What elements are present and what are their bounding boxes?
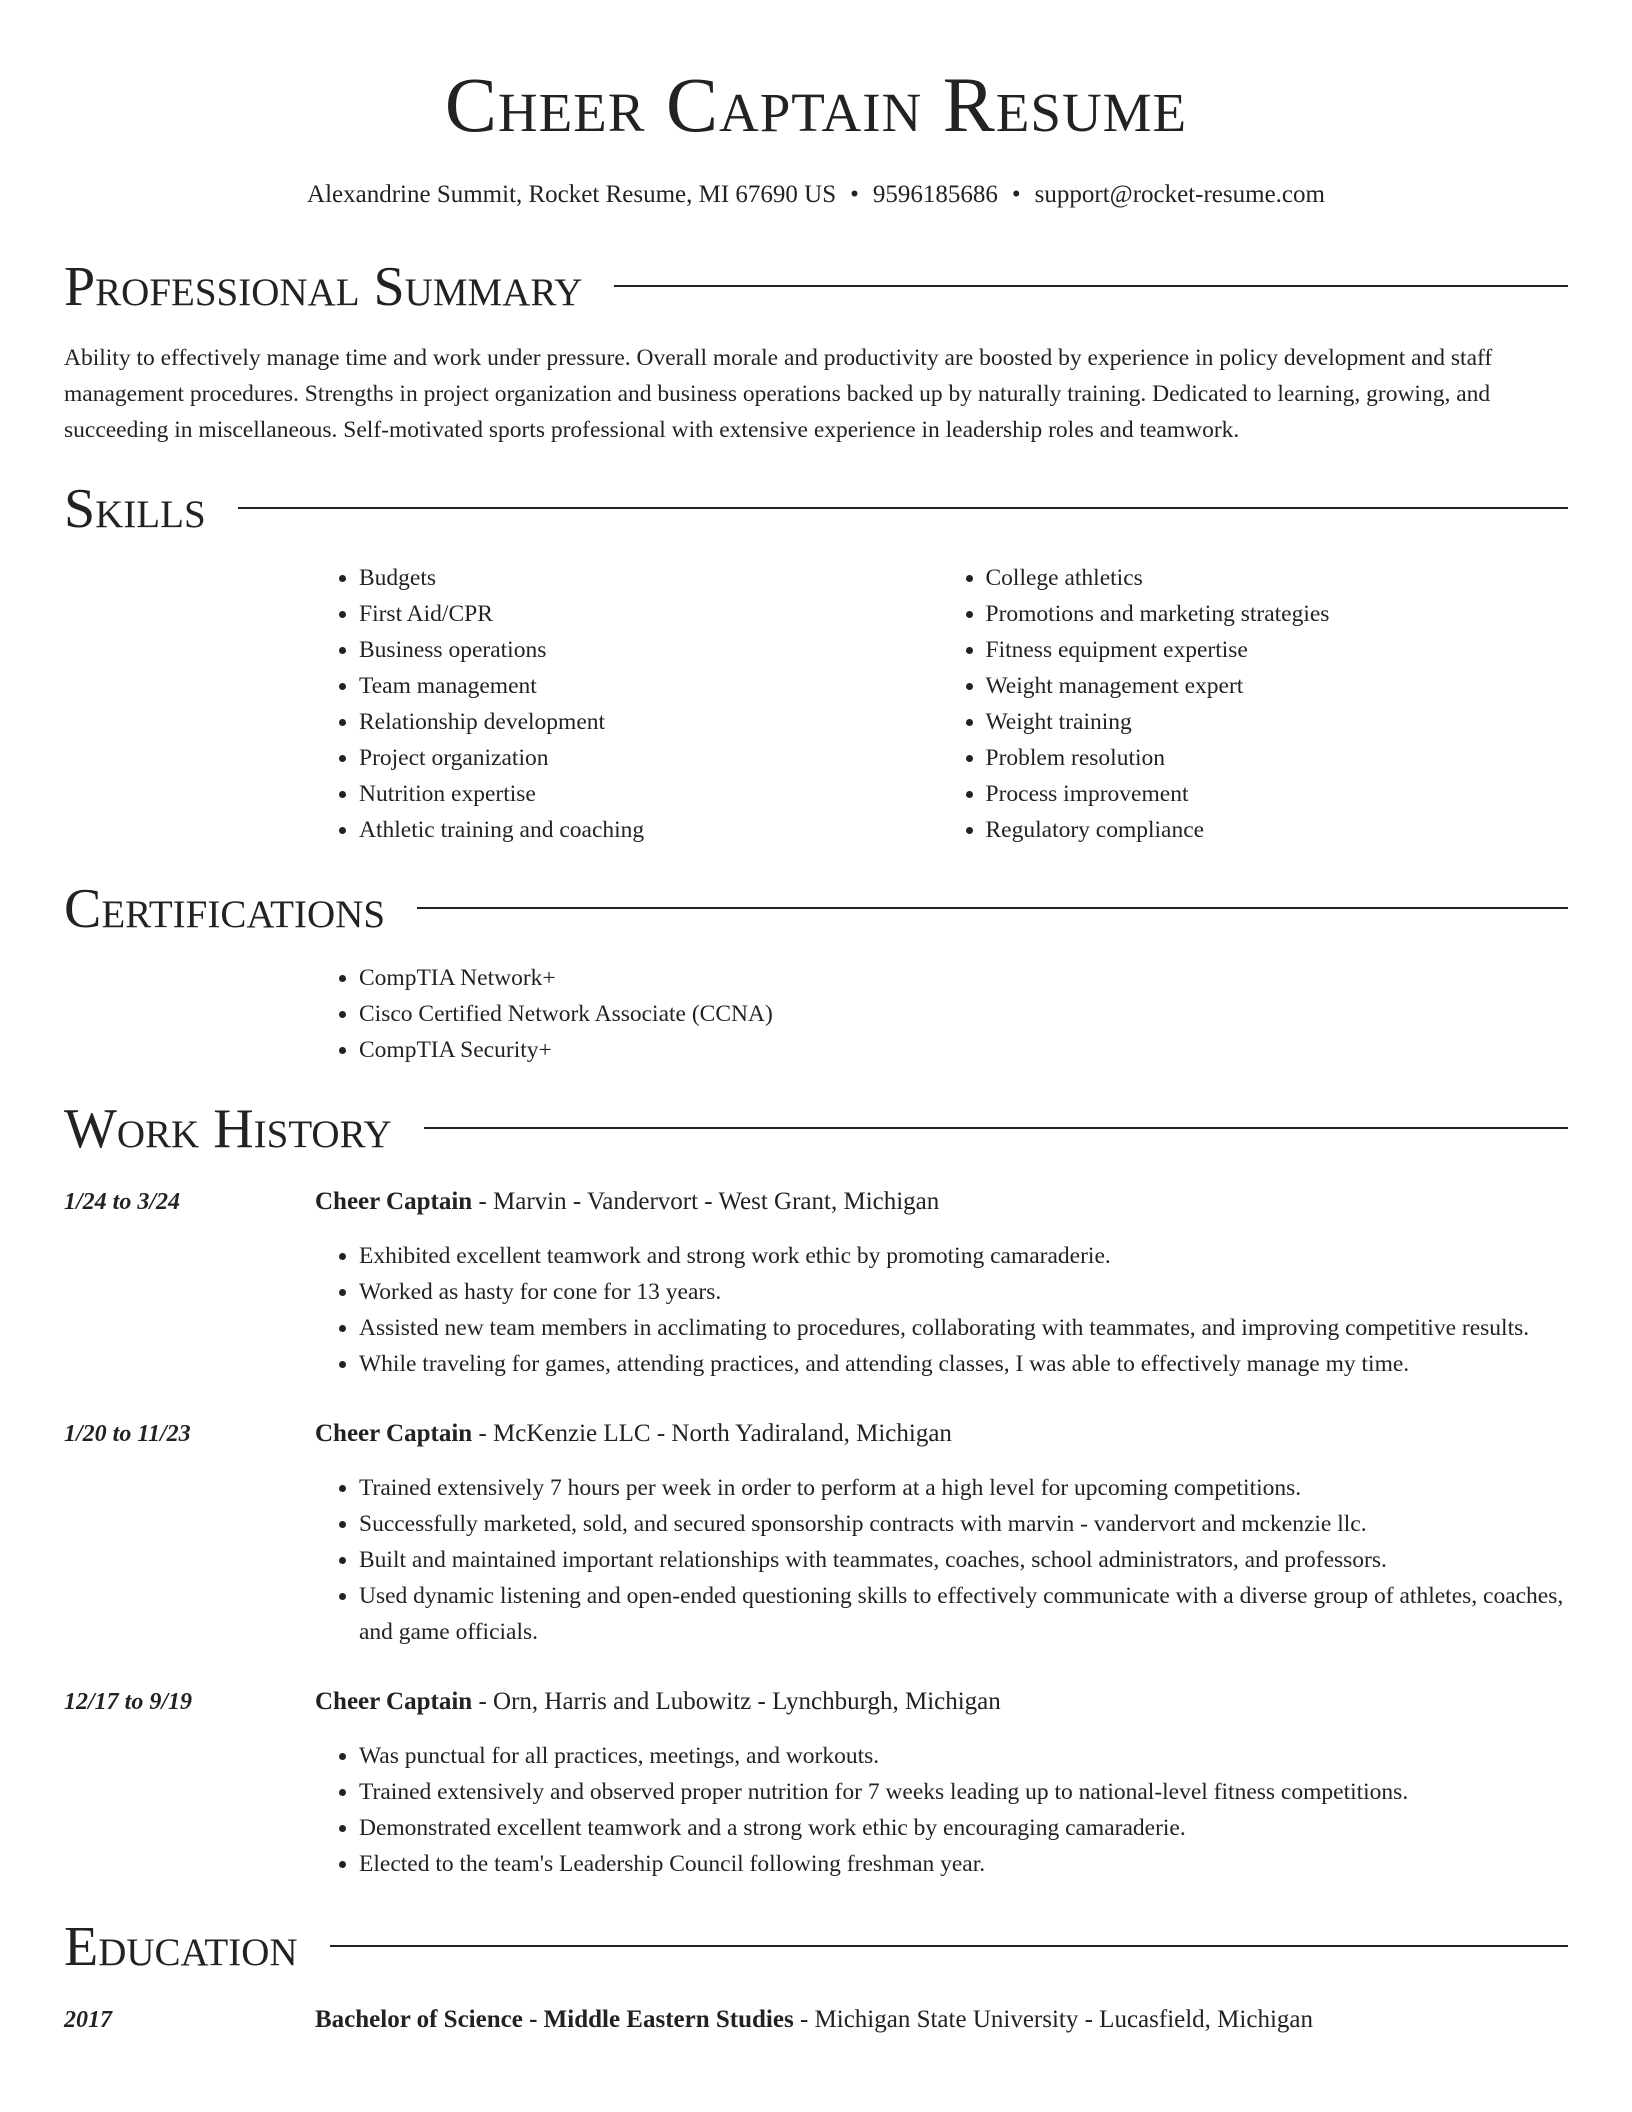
job-title-line xyxy=(315,1684,1568,1720)
resume-title: Cheer Captain Resume xyxy=(444,61,1188,148)
summary-text: Ability to effectively manage time and work under pressure. Overall morale and productivity are boosted by experience in policy development and staff management procedures. Strengths in project organization and business operations backed up by naturally training. Dedicated to learning, growing, and succeeding in miscellaneous. Self-motivated sports professional with extensive experience in leadership roles and teamwork. xyxy=(64,345,1493,443)
certification-item: • CompTIA Network+ xyxy=(359,960,1568,996)
job-bullet: • Demonstrated excellent teamwork and a strong work ethic by encouraging camaraderie. xyxy=(359,1810,1568,1846)
skill-item: • Business operations xyxy=(359,632,942,668)
skills-heading: Skills xyxy=(64,478,206,540)
certification-item: • Cisco Certified Network Associate (CCNA) xyxy=(359,996,1568,1032)
job-dates: 12/17 to 9/19 xyxy=(64,1689,193,1715)
summary-section-heading xyxy=(64,256,1568,318)
job-bullet: • Used dynamic listening and open-ended questioning skills to effectively communicate with a diverse group of athletes, coaches, and game officials. xyxy=(359,1578,1568,1650)
job-bullet: • Assisted new team members in acclimating to procedures, collaborating with teammates, and improving competitive results. xyxy=(359,1310,1568,1346)
skill-item: • Relationship development xyxy=(359,704,942,740)
skill-item: • Problem resolution xyxy=(986,740,1569,776)
job-bullets xyxy=(315,1238,1568,1382)
job-bullet: • Elected to the team's Leadership Council following freshman year. xyxy=(359,1846,1568,1882)
skills-section-heading xyxy=(64,478,1568,540)
skill-item: • Weight training xyxy=(986,704,1569,740)
skills-column-left xyxy=(315,560,942,848)
contact-email: support@rocket-resume.com xyxy=(1034,181,1325,208)
work-heading: Work History xyxy=(64,1098,392,1160)
education-degree: Bachelor of Science - Middle Eastern Studies xyxy=(315,2006,794,2033)
job-bullet: • Exhibited excellent teamwork and strong work ethic by promoting camaraderie. xyxy=(359,1238,1568,1274)
summary-heading: Professional Summary xyxy=(64,256,583,318)
section-divider xyxy=(424,1127,1568,1129)
job-entry xyxy=(64,1684,1568,1916)
job-title-line xyxy=(315,1416,1568,1452)
job-bullet: • Trained extensively and observed proper nutrition for 7 weeks leading up to national-level fitness competitions. xyxy=(359,1774,1568,1810)
skills-column-right xyxy=(942,560,1569,848)
contact-phone: 9596185686 xyxy=(872,181,998,208)
education-year: 2017 xyxy=(64,2007,112,2033)
education-entry xyxy=(64,2002,1568,2038)
contact-separator: • xyxy=(1011,181,1021,208)
skill-item: • Fitness equipment expertise xyxy=(986,632,1569,668)
certifications-section-heading xyxy=(64,878,1568,940)
education-heading: Education xyxy=(64,1916,298,1978)
certifications-list xyxy=(315,960,1568,1068)
job-bullet: • Was punctual for all practices, meetings, and workouts. xyxy=(359,1738,1568,1774)
job-dates: 1/24 to 3/24 xyxy=(64,1189,181,1215)
job-dates: 1/20 to 11/23 xyxy=(64,1421,191,1447)
skill-item: • Weight management expert xyxy=(986,668,1569,704)
skill-item: • College athletics xyxy=(986,560,1569,596)
skill-item: • Budgets xyxy=(359,560,942,596)
skill-item: • Team management xyxy=(359,668,942,704)
section-divider xyxy=(417,907,1568,909)
job-bullets xyxy=(315,1470,1568,1650)
skills-list xyxy=(315,560,1568,848)
job-entry xyxy=(64,1184,1568,1416)
section-divider xyxy=(330,1945,1568,1947)
certification-item: • CompTIA Security+ xyxy=(359,1032,1568,1068)
job-title-line xyxy=(315,1184,1568,1220)
education-details-line xyxy=(315,2002,1313,2038)
job-bullet: • Built and maintained important relationships with teammates, coaches, school administrators, and professors. xyxy=(359,1542,1568,1578)
certifications-heading: Certifications xyxy=(64,878,386,940)
education-section-heading xyxy=(64,1916,1568,1978)
job-title: Cheer Captain xyxy=(315,1188,473,1215)
job-employer: - Orn, Harris and Lubowitz - Lynchburgh, Michigan xyxy=(472,1688,1001,1715)
skill-item: • Project organization xyxy=(359,740,942,776)
section-divider xyxy=(614,285,1568,287)
education-school: - Michigan State University - Lucasfield, Michigan xyxy=(793,2006,1313,2033)
job-title: Cheer Captain xyxy=(315,1688,473,1715)
skill-item: • Nutrition expertise xyxy=(359,776,942,812)
skill-item: • Regulatory compliance xyxy=(986,812,1569,848)
job-bullet: • Worked as hasty for cone for 13 years. xyxy=(359,1274,1568,1310)
contact-separator: • xyxy=(850,181,859,208)
job-entry xyxy=(64,1416,1568,1684)
job-employer: - Marvin - Vandervort - West Grant, Michigan xyxy=(472,1188,940,1215)
section-divider xyxy=(238,507,1568,509)
contact-address: Alexandrine Summit, Rocket Resume, MI 67690 US xyxy=(307,181,837,208)
job-bullet: • Trained extensively 7 hours per week in order to perform at a high level for upcoming competitions. xyxy=(359,1470,1568,1506)
skill-item: • Promotions and marketing strategies xyxy=(986,596,1569,632)
skill-item: • Process improvement xyxy=(986,776,1569,812)
job-bullet: • Successfully marketed, sold, and secured sponsorship contracts with marvin - vandervort and mckenzie llc. xyxy=(359,1506,1568,1542)
job-bullet: • While traveling for games, attending practices, and attending classes, I was able to effectively manage my time. xyxy=(359,1346,1568,1382)
work-section-heading xyxy=(64,1098,1568,1160)
job-employer: - McKenzie LLC - North Yadiraland, Michigan xyxy=(472,1420,952,1447)
skill-item: • Athletic training and coaching xyxy=(359,812,942,848)
job-bullets xyxy=(315,1738,1568,1882)
job-title: Cheer Captain xyxy=(315,1420,473,1447)
contact-line xyxy=(64,178,1568,212)
skill-item: • First Aid/CPR xyxy=(359,596,942,632)
